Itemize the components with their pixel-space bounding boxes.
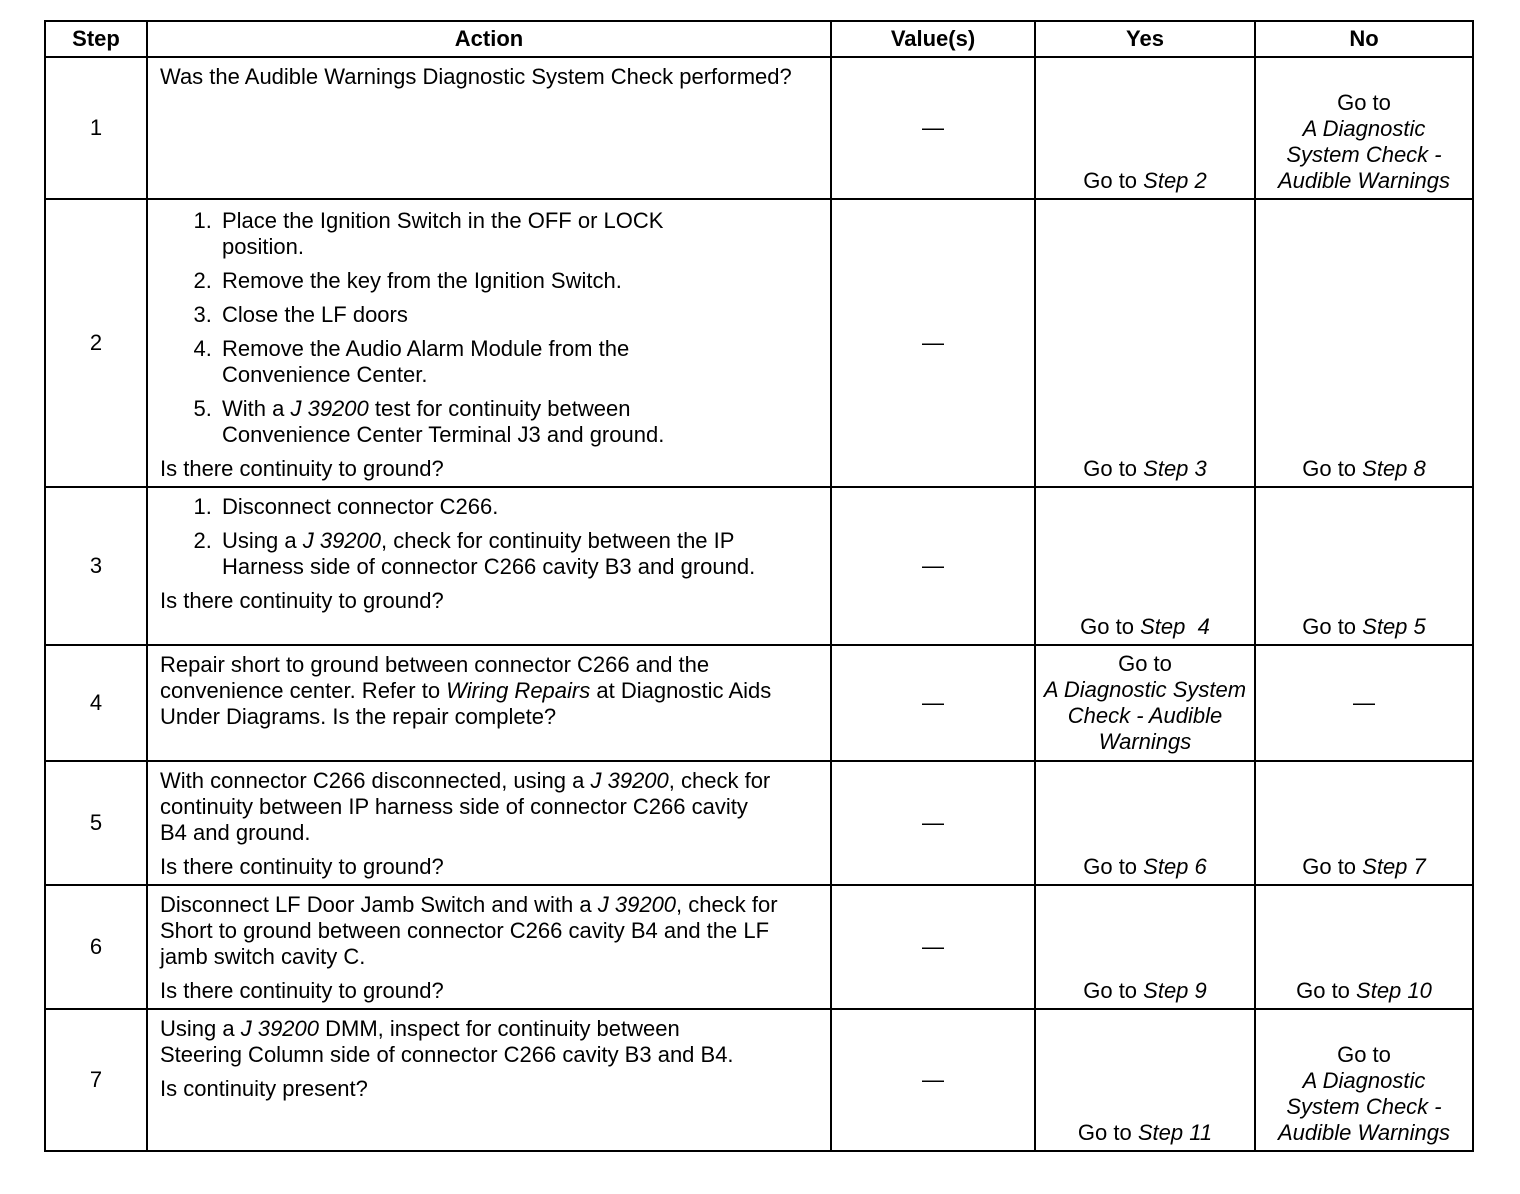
no-target-link[interactable]: Step 5	[1362, 614, 1426, 639]
action-text: With connector C266 disconnected, using a J 39200, check for continuity between IP harness side of connector C266 cavity B4 and ground.	[160, 768, 771, 845]
diagnostic-table	[44, 20, 1474, 1152]
no-prefix: Go to	[1302, 456, 1363, 481]
no-cell: —	[1255, 645, 1473, 761]
action-cell	[147, 761, 831, 885]
header-values: Value(s)	[831, 21, 1035, 57]
no-prefix: Go to	[1302, 854, 1363, 879]
action-question: Is there continuity to ground?	[160, 978, 444, 1003]
action-question: Is there continuity to ground?	[160, 456, 444, 481]
list-item: 2. Using a J 39200, check for continuity between the IP Harness side of connector C266 cavity B3 and ground.	[218, 528, 820, 580]
list-item: 5. With a J 39200 test for continuity between Convenience Center Terminal J3 and ground.	[218, 396, 820, 448]
no-cell	[1255, 57, 1473, 199]
yes-cell	[1035, 645, 1255, 761]
step-number: 6	[45, 885, 147, 1009]
step-number: 3	[45, 487, 147, 645]
action-steps-list	[160, 208, 820, 448]
yes-prefix: Go to	[1083, 456, 1144, 481]
no-prefix: Go to	[1296, 978, 1357, 1003]
value-cell: —	[831, 199, 1035, 487]
table-row	[45, 645, 1473, 761]
header-yes: Yes	[1035, 21, 1255, 57]
action-cell	[147, 1009, 831, 1151]
step-number: 5	[45, 761, 147, 885]
header-row	[45, 21, 1473, 57]
yes-cell	[1035, 199, 1255, 487]
yes-prefix: Go to	[1080, 614, 1141, 639]
no-cell	[1255, 761, 1473, 885]
no-cell	[1255, 1009, 1473, 1151]
tool-name: J 39200	[290, 396, 369, 421]
yes-target-link[interactable]: Step 6	[1143, 854, 1207, 879]
action-cell: Repair short to ground between connector C266 and the convenience center. Refer to Wiring Repairs at Diagnostic Aids Under Diagrams. Is the repair complete?	[147, 645, 831, 761]
no-cell	[1255, 199, 1473, 487]
no-prefix: Go to	[1302, 614, 1363, 639]
yes-target-link[interactable]: Step 3	[1143, 456, 1207, 481]
yes-prefix: Go to	[1083, 978, 1144, 1003]
value-cell: —	[831, 57, 1035, 199]
list-item: 1. Disconnect connector C266.	[218, 494, 820, 520]
no-cell	[1255, 885, 1473, 1009]
tool-name: J 39200	[597, 892, 677, 917]
action-question: Is continuity present?	[160, 1076, 368, 1101]
yes-cell	[1035, 761, 1255, 885]
no-target-link[interactable]: Step 10	[1356, 978, 1432, 1003]
action-cell	[147, 57, 831, 199]
table-row	[45, 57, 1473, 199]
step-number: 2	[45, 199, 147, 487]
value-cell: —	[831, 645, 1035, 761]
header-step: Step	[45, 21, 147, 57]
list-item: 1. Place the Ignition Switch in the OFF or LOCK position.	[218, 208, 820, 260]
yes-cell	[1035, 1009, 1255, 1151]
list-item: 3. Close the LF doors	[218, 302, 820, 328]
no-cell	[1255, 487, 1473, 645]
action-steps-list	[160, 494, 820, 580]
yes-prefix: Go to	[1118, 651, 1172, 676]
tool-name: J 39200	[240, 1016, 320, 1041]
yes-prefix: Go to	[1077, 1120, 1138, 1145]
no-target-link[interactable]: A Diagnostic System Check - Audible Warnings	[1277, 116, 1451, 193]
no-prefix: Go to	[1337, 90, 1391, 115]
table-row	[45, 1009, 1473, 1151]
yes-target-link[interactable]: A Diagnostic System Check - Audible Warnings	[1043, 677, 1247, 754]
yes-target-link[interactable]: Step 11	[1137, 1120, 1213, 1145]
no-prefix: Go to	[1337, 1042, 1391, 1067]
step-number: 4	[45, 645, 147, 761]
action-text: Disconnect LF Door Jamb Switch and with a J 39200, check for Short to ground between connector C266 cavity B4 and the LF jamb switch cavity C.	[160, 892, 778, 969]
no-target-link[interactable]: Step 7	[1362, 854, 1426, 879]
action-text: Using a J 39200 DMM, inspect for continuity between Steering Column side of connector C266 cavity B3 and B4.	[160, 1016, 734, 1067]
value-cell: —	[831, 1009, 1035, 1151]
no-target-link[interactable]: A Diagnostic System Check - Audible Warnings	[1277, 1068, 1451, 1145]
table-row	[45, 761, 1473, 885]
action-question: Is there continuity to ground?	[160, 588, 444, 613]
wiring-repairs-ref[interactable]: Wiring Repairs	[446, 678, 591, 703]
action-text: Was the Audible Warnings Diagnostic System Check performed?	[160, 64, 792, 89]
table-row	[45, 199, 1473, 487]
action-question: Is there continuity to ground?	[160, 854, 444, 879]
yes-cell	[1035, 885, 1255, 1009]
action-cell	[147, 199, 831, 487]
step-number: 1	[45, 57, 147, 199]
step-number: 7	[45, 1009, 147, 1151]
yes-prefix: Go to	[1083, 168, 1144, 193]
yes-cell	[1035, 57, 1255, 199]
tool-name: J 39200	[302, 528, 382, 553]
action-cell	[147, 885, 831, 1009]
yes-target-link[interactable]: Step 4	[1140, 614, 1210, 639]
list-item: 4. Remove the Audio Alarm Module from the Convenience Center.	[218, 336, 820, 388]
header-action: Action	[147, 21, 831, 57]
no-target-link[interactable]: Step 8	[1362, 456, 1426, 481]
value-cell: —	[831, 885, 1035, 1009]
action-cell	[147, 487, 831, 645]
header-no: No	[1255, 21, 1473, 57]
table-row	[45, 885, 1473, 1009]
list-item: 2. Remove the key from the Ignition Switch.	[218, 268, 820, 294]
yes-prefix: Go to	[1083, 854, 1144, 879]
value-cell: —	[831, 761, 1035, 885]
yes-target-link[interactable]: Step 2	[1143, 168, 1207, 193]
table-row	[45, 487, 1473, 645]
value-cell: —	[831, 487, 1035, 645]
yes-cell	[1035, 487, 1255, 645]
tool-name: J 39200	[590, 768, 669, 793]
yes-target-link[interactable]: Step 9	[1143, 978, 1207, 1003]
